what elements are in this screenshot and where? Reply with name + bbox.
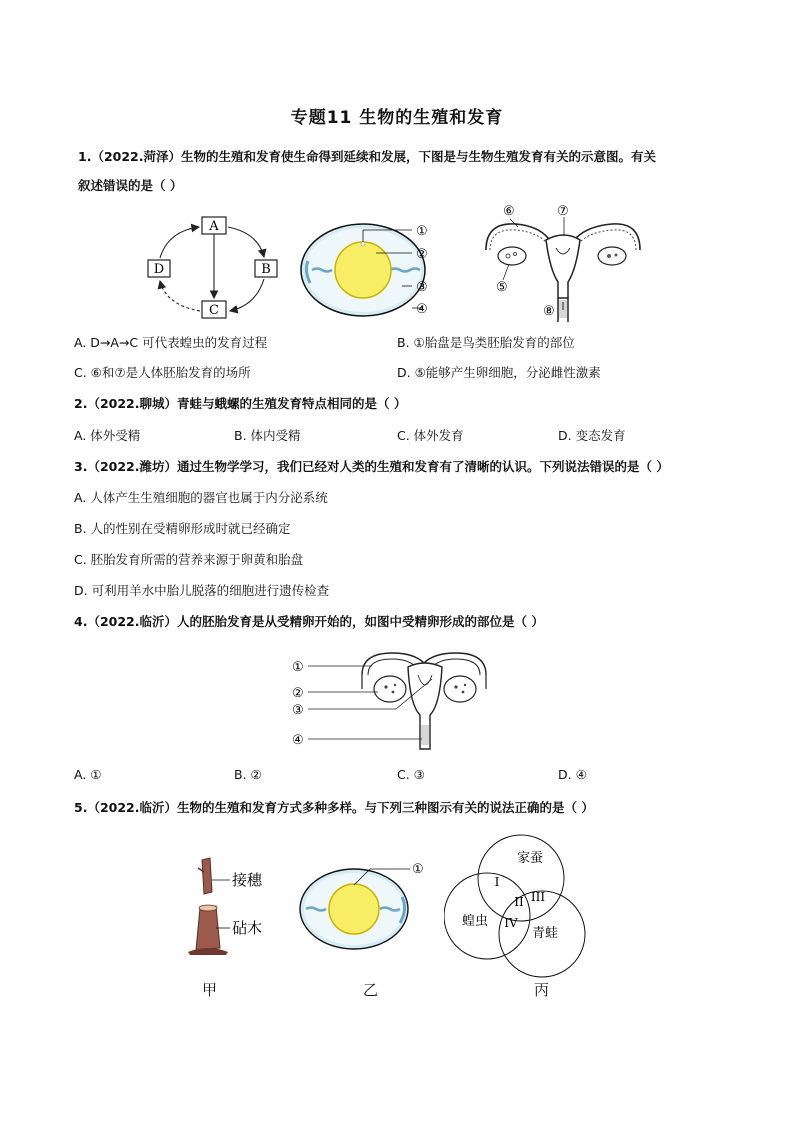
q4-uterus [408, 663, 442, 749]
q2-stem: 2.（2022.聊城）青蛙与蛾螺的生殖发育特点相同的是（ ） [74, 396, 407, 411]
q1-option-b[interactable]: B. ①胎盘是鸟类胚胎发育的部位 [397, 335, 575, 350]
egg-label-1: ① [416, 224, 428, 239]
uterus [546, 235, 580, 298]
q3-stem: 3.（2022.潍坊）通过生物学学习，我们已经对人类的生殖和发育有了清晰的认识。下列说法错误的是（ ） [74, 459, 669, 474]
q4-label-2: ② [292, 686, 304, 701]
caption-bing: 丙 [534, 981, 550, 999]
ovary-right [598, 247, 626, 265]
q4-option-a[interactable]: A. ① [74, 767, 102, 782]
q1-flow-diagram [140, 205, 290, 325]
q5-egg-label-1: ① [412, 862, 424, 877]
caption-jia: 甲 [202, 981, 218, 999]
uterus-label-6: ⑥ [503, 204, 515, 219]
q1-uterus-diagram [476, 200, 652, 325]
germinal-disc [361, 242, 365, 246]
scion-branch [202, 858, 212, 894]
q5-grafting-diagram [180, 852, 280, 962]
q4-option-b[interactable]: B. ② [234, 767, 262, 782]
arrow-b-c [230, 279, 264, 311]
q1-egg-diagram [296, 213, 466, 323]
arrow-d-a [160, 227, 199, 258]
q4-label-1: ① [292, 660, 304, 675]
flow-label-a: A [209, 219, 219, 234]
q3-option-d[interactable]: D. 可利用羊水中胎儿脱落的细胞进行遗传检查 [74, 583, 330, 598]
q4-reproductive-diagram [284, 645, 524, 753]
q1-option-d[interactable]: D. ⑤能够产生卵细胞，分泌雌性激素 [397, 365, 601, 380]
uterus-label-8: ⑧ [543, 304, 555, 319]
ovary-left [498, 247, 526, 265]
q1-stem-line2: 叙述错误的是（ ） [78, 178, 183, 193]
q3-option-c[interactable]: C. 胚胎发育所需的营养来源于卵黄和胎盘 [74, 552, 304, 567]
q4-ovary-left [374, 676, 406, 702]
q3-option-b[interactable]: B. 人的性别在受精卵形成时就已经确定 [74, 521, 291, 536]
q2-option-c[interactable]: C. 体外发育 [397, 428, 464, 443]
uterus-label-5: ⑤ [496, 280, 508, 295]
q2-option-a[interactable]: A. 体外受精 [74, 428, 141, 443]
q4-option-d[interactable]: D. ④ [558, 767, 587, 782]
page-title: 专题11 生物的生殖和发育 [290, 108, 504, 128]
q1-option-c[interactable]: C. ⑥和⑦是人体胚胎发育的场所 [74, 365, 251, 380]
q5-venn-diagram [444, 832, 594, 982]
venn-label-silkworm: 家蚕 [516, 851, 544, 866]
graft-scion-label: 接穗 [232, 871, 263, 889]
venn-label-locust: 蝗虫 [461, 914, 489, 929]
egg-label-2: ② [416, 247, 428, 262]
egg-label-4: ④ [416, 302, 428, 317]
egg-label-3: ③ [416, 280, 428, 295]
arrow-a-b [228, 227, 264, 257]
venn-label-frog: 青蛙 [531, 926, 559, 941]
venn-region-1: I [494, 875, 500, 889]
venn-region-3: III [530, 890, 546, 904]
q5-egg-yolk [329, 884, 379, 934]
q4-label-4: ④ [292, 733, 304, 748]
q4-ovary-right [444, 676, 476, 702]
venn-region-2: II [514, 895, 524, 909]
q4-label-3: ③ [292, 703, 304, 718]
q4-option-c[interactable]: C. ③ [397, 767, 425, 782]
arrow-c-d [160, 281, 200, 311]
q5-egg-diagram [296, 855, 436, 955]
caption-yi: 乙 [363, 981, 379, 999]
q5-stem: 5.（2022.临沂）生物的生殖和发育方式多种多样。与下列三种图示有关的说法正确的是（ ） [74, 800, 594, 815]
uterus-label-7: ⑦ [557, 204, 569, 219]
q3-option-a[interactable]: A. 人体产生生殖细胞的器官也属于内分泌系统 [74, 490, 328, 505]
q2-option-d[interactable]: D. 变态发育 [558, 428, 626, 443]
q2-option-b[interactable]: B. 体内受精 [234, 428, 301, 443]
q1-option-a[interactable]: A. D→A→C 可代表蝗虫的发育过程 [74, 335, 268, 350]
q1-stem-line1: 1.（2022.菏泽）生物的生殖和发育使生命得到延续和发展，下图是与生物生殖发育有关的示意图。有关 [78, 149, 656, 164]
flow-label-d: D [153, 262, 165, 277]
flow-label-b: B [261, 262, 271, 277]
graft-stock-label: 砧木 [232, 919, 263, 937]
q4-stem: 4.（2022.临沂）人的胚胎发育是从受精卵开始的，如图中受精卵形成的部位是（ ） [74, 614, 544, 629]
flow-label-c: C [209, 303, 219, 318]
egg-yolk [335, 242, 391, 298]
venn-region-4: IV [504, 916, 518, 930]
